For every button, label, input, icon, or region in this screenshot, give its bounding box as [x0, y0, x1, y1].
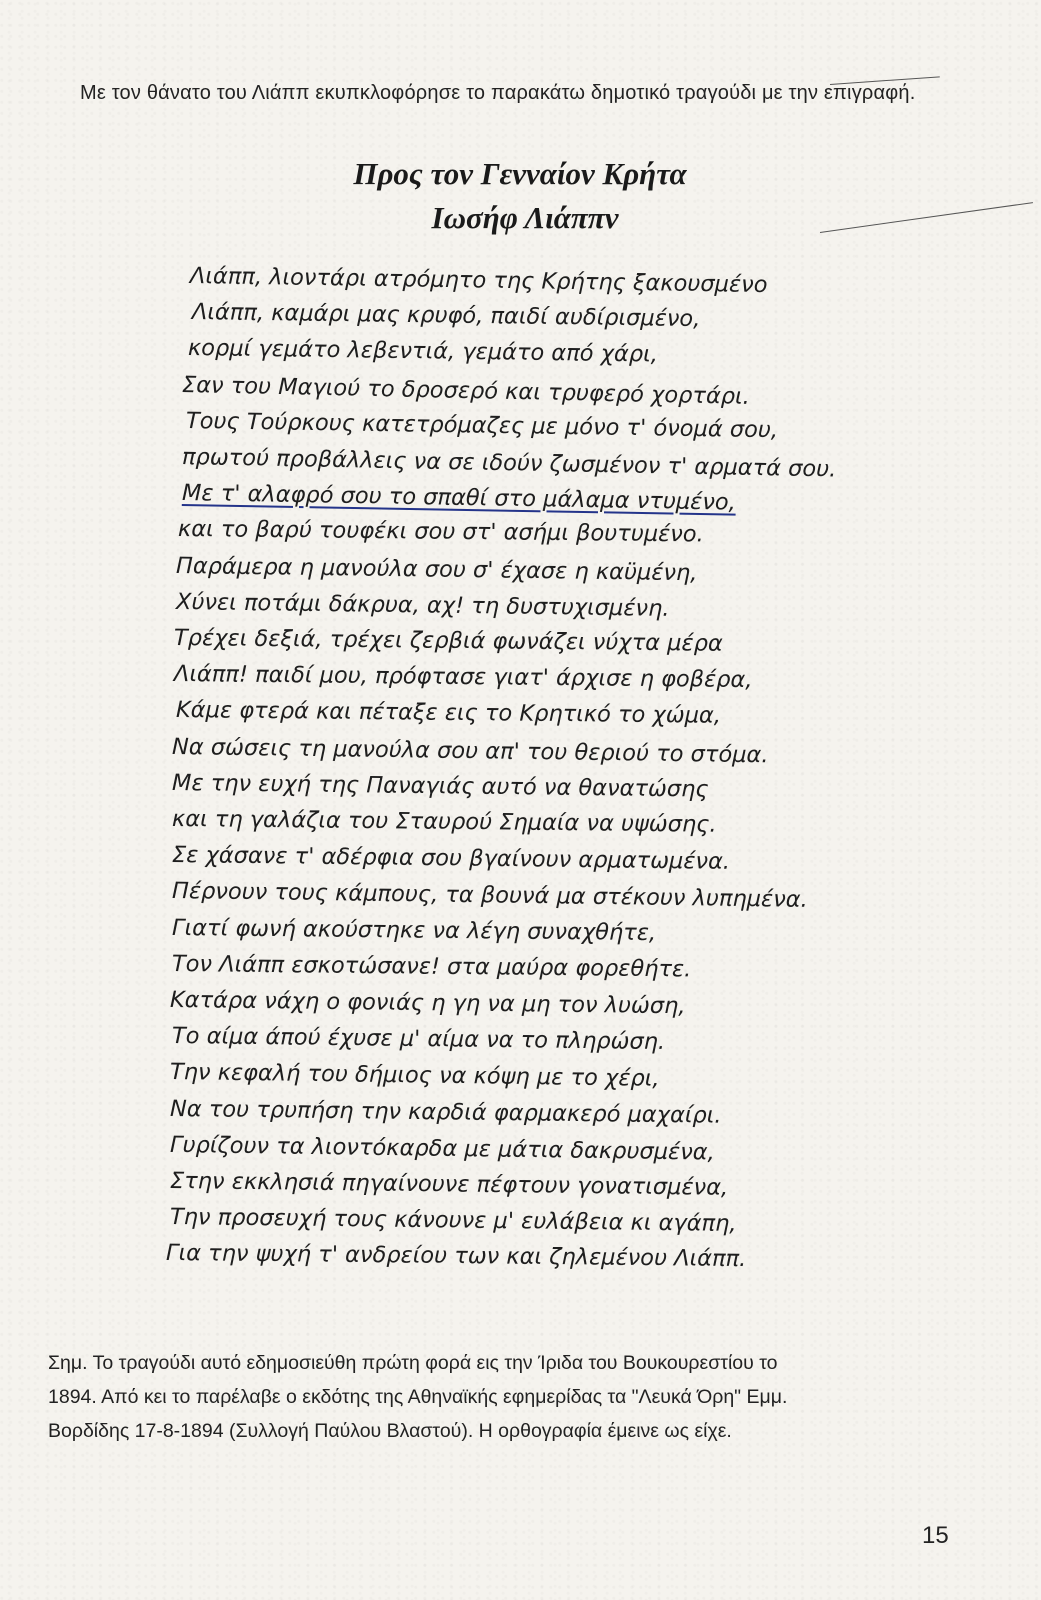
footnote [48, 1346, 978, 1448]
poem-line: Κάμε φτερά και πέταξε εις το Κρητικό το χώμα, [175, 697, 722, 730]
poem-line: Παράμερα η μανούλα σου σ' έχασε η καϋμένη, [175, 552, 698, 586]
poem-line: Τρέχει δεξιά, τρέχει ζερβιά φωνάζει νύχτα μέρα [173, 625, 723, 657]
poem-line: κορμί γεμάτο λεβεντιά, γεμάτο από χάρι, [187, 335, 659, 368]
page-number: 15 [922, 1522, 949, 1549]
poem-title [240, 152, 800, 240]
scan-edge-line-right [820, 202, 1033, 233]
poem-line: Να σώσεις τη μανούλα σου απ' του θεριού το στόμα. [171, 733, 769, 768]
poem-line: Τους Τούρκους κατετρόμαζες με μόνο τ' όνομά σου, [185, 407, 779, 444]
poem-line: Με τ' αλαφρό σου το σπαθί στο μάλαμα ντυμένο, [181, 480, 737, 516]
title-line-2: Ιωσήφ Λιάππν [431, 200, 619, 235]
poem-line: Σαν του Μαγιού το δροσερό και τρυφερό χορτάρι. [181, 371, 751, 410]
poem-line: Για την ψυχή τ' ανδρείου των και ζηλεμένου Λιάππ. [165, 1240, 747, 1273]
poem-line: Λιάππ, λιοντάρι ατρόμητο της Κρήτης ξακουσμένο [189, 263, 768, 299]
poem-line: Σε χάσανε τ' αδέρφια σου βγαίνουν αρματωμένα. [171, 842, 731, 876]
poem-line: και τη γαλάζια του Σταυρού Σημαία να υψώσης. [171, 806, 717, 838]
poem-line: Το αίμα άπού έχυσε μ' αίμα να το πληρώση. [171, 1023, 666, 1056]
poem-line: και το βαρύ τουφέκι σου στ' ασήμι βουτυμένο. [177, 516, 704, 548]
poem-line: Τον Λιάππ εσκοτώσανε! στα μαύρα φορεθήτε. [171, 950, 692, 983]
poem-line: Γυρίζουν τα λιοντόκαρδα με μάτια δακρυσμένα, [169, 1131, 715, 1166]
footnote-line-2: 1894. Από κει το παρέλαβε ο εκδότης της Αθηναϊκής εφημερίδας τα "Λευκά Όρη" Εμμ. [48, 1386, 788, 1408]
poem-line: Λιάππ! παιδί μου, πρόφτασε γιατ' άρχισε η φοβέρα, [173, 661, 753, 694]
poem-line: Με την ευχή της Παναγιάς αυτό να θανατώσης [171, 769, 709, 803]
poem-line: Χύνει ποτάμι δάκρυα, αχ! τη δυστυχισμένη. [175, 588, 670, 622]
poem-line: Στην εκκλησιά πηγαίνουνε πέφτουν γονατισμένα, [169, 1168, 729, 1201]
poem-line: Γιατί φωνή ακούστηκε να λέγη συναχθήτε, [171, 914, 657, 946]
poem-line: Πέρνουν τους κάμπους, τα βουνά μα στέκουν λυπημένα. [171, 878, 808, 914]
poem-line: Την κεφαλή του δήμιος να κόψη με το χέρι, [169, 1059, 660, 1093]
footnote-line-1: Σημ. Το τραγούδι αυτό εδημοσιεύθη πρώτη φορά εις την Ίριδα του Βουκουρεστίου το [48, 1352, 778, 1374]
footnote-line-3: Βορδίδης 17-8-1894 (Συλλογή Παύλου Βλαστού). Η ορθογραφία έμεινε ως είχε. [48, 1420, 732, 1442]
title-line-1: Προς τον Γενναίον Κρήτα [353, 156, 687, 191]
poem-line: Λιάππ, καμάρι μας κρυφό, παιδί αυδίρισμένο, [191, 299, 701, 333]
poem-line: Κατάρα νάχη ο φονιάς η γη να μη τον λυώση, [169, 987, 686, 1020]
poem-body [165, 258, 950, 1273]
poem-line: Την προσευχή τους κάνουνε μ' ευλάβεια κι αγάπη, [169, 1204, 737, 1238]
poem-line: πρωτού προβάλλεις να σε ιδούν ζωσμένον τ' αρματά σου. [181, 444, 837, 483]
intro-paragraph: Με τον θάνατο του Λιάππ εκυπκλοφόρησε το παρακάτω δημοτικό τραγούδι με την επιγραφή. [80, 82, 916, 104]
poem-line: Να του τρυπήση την καρδιά φαρμακερό μαχαίρι. [169, 1095, 722, 1129]
